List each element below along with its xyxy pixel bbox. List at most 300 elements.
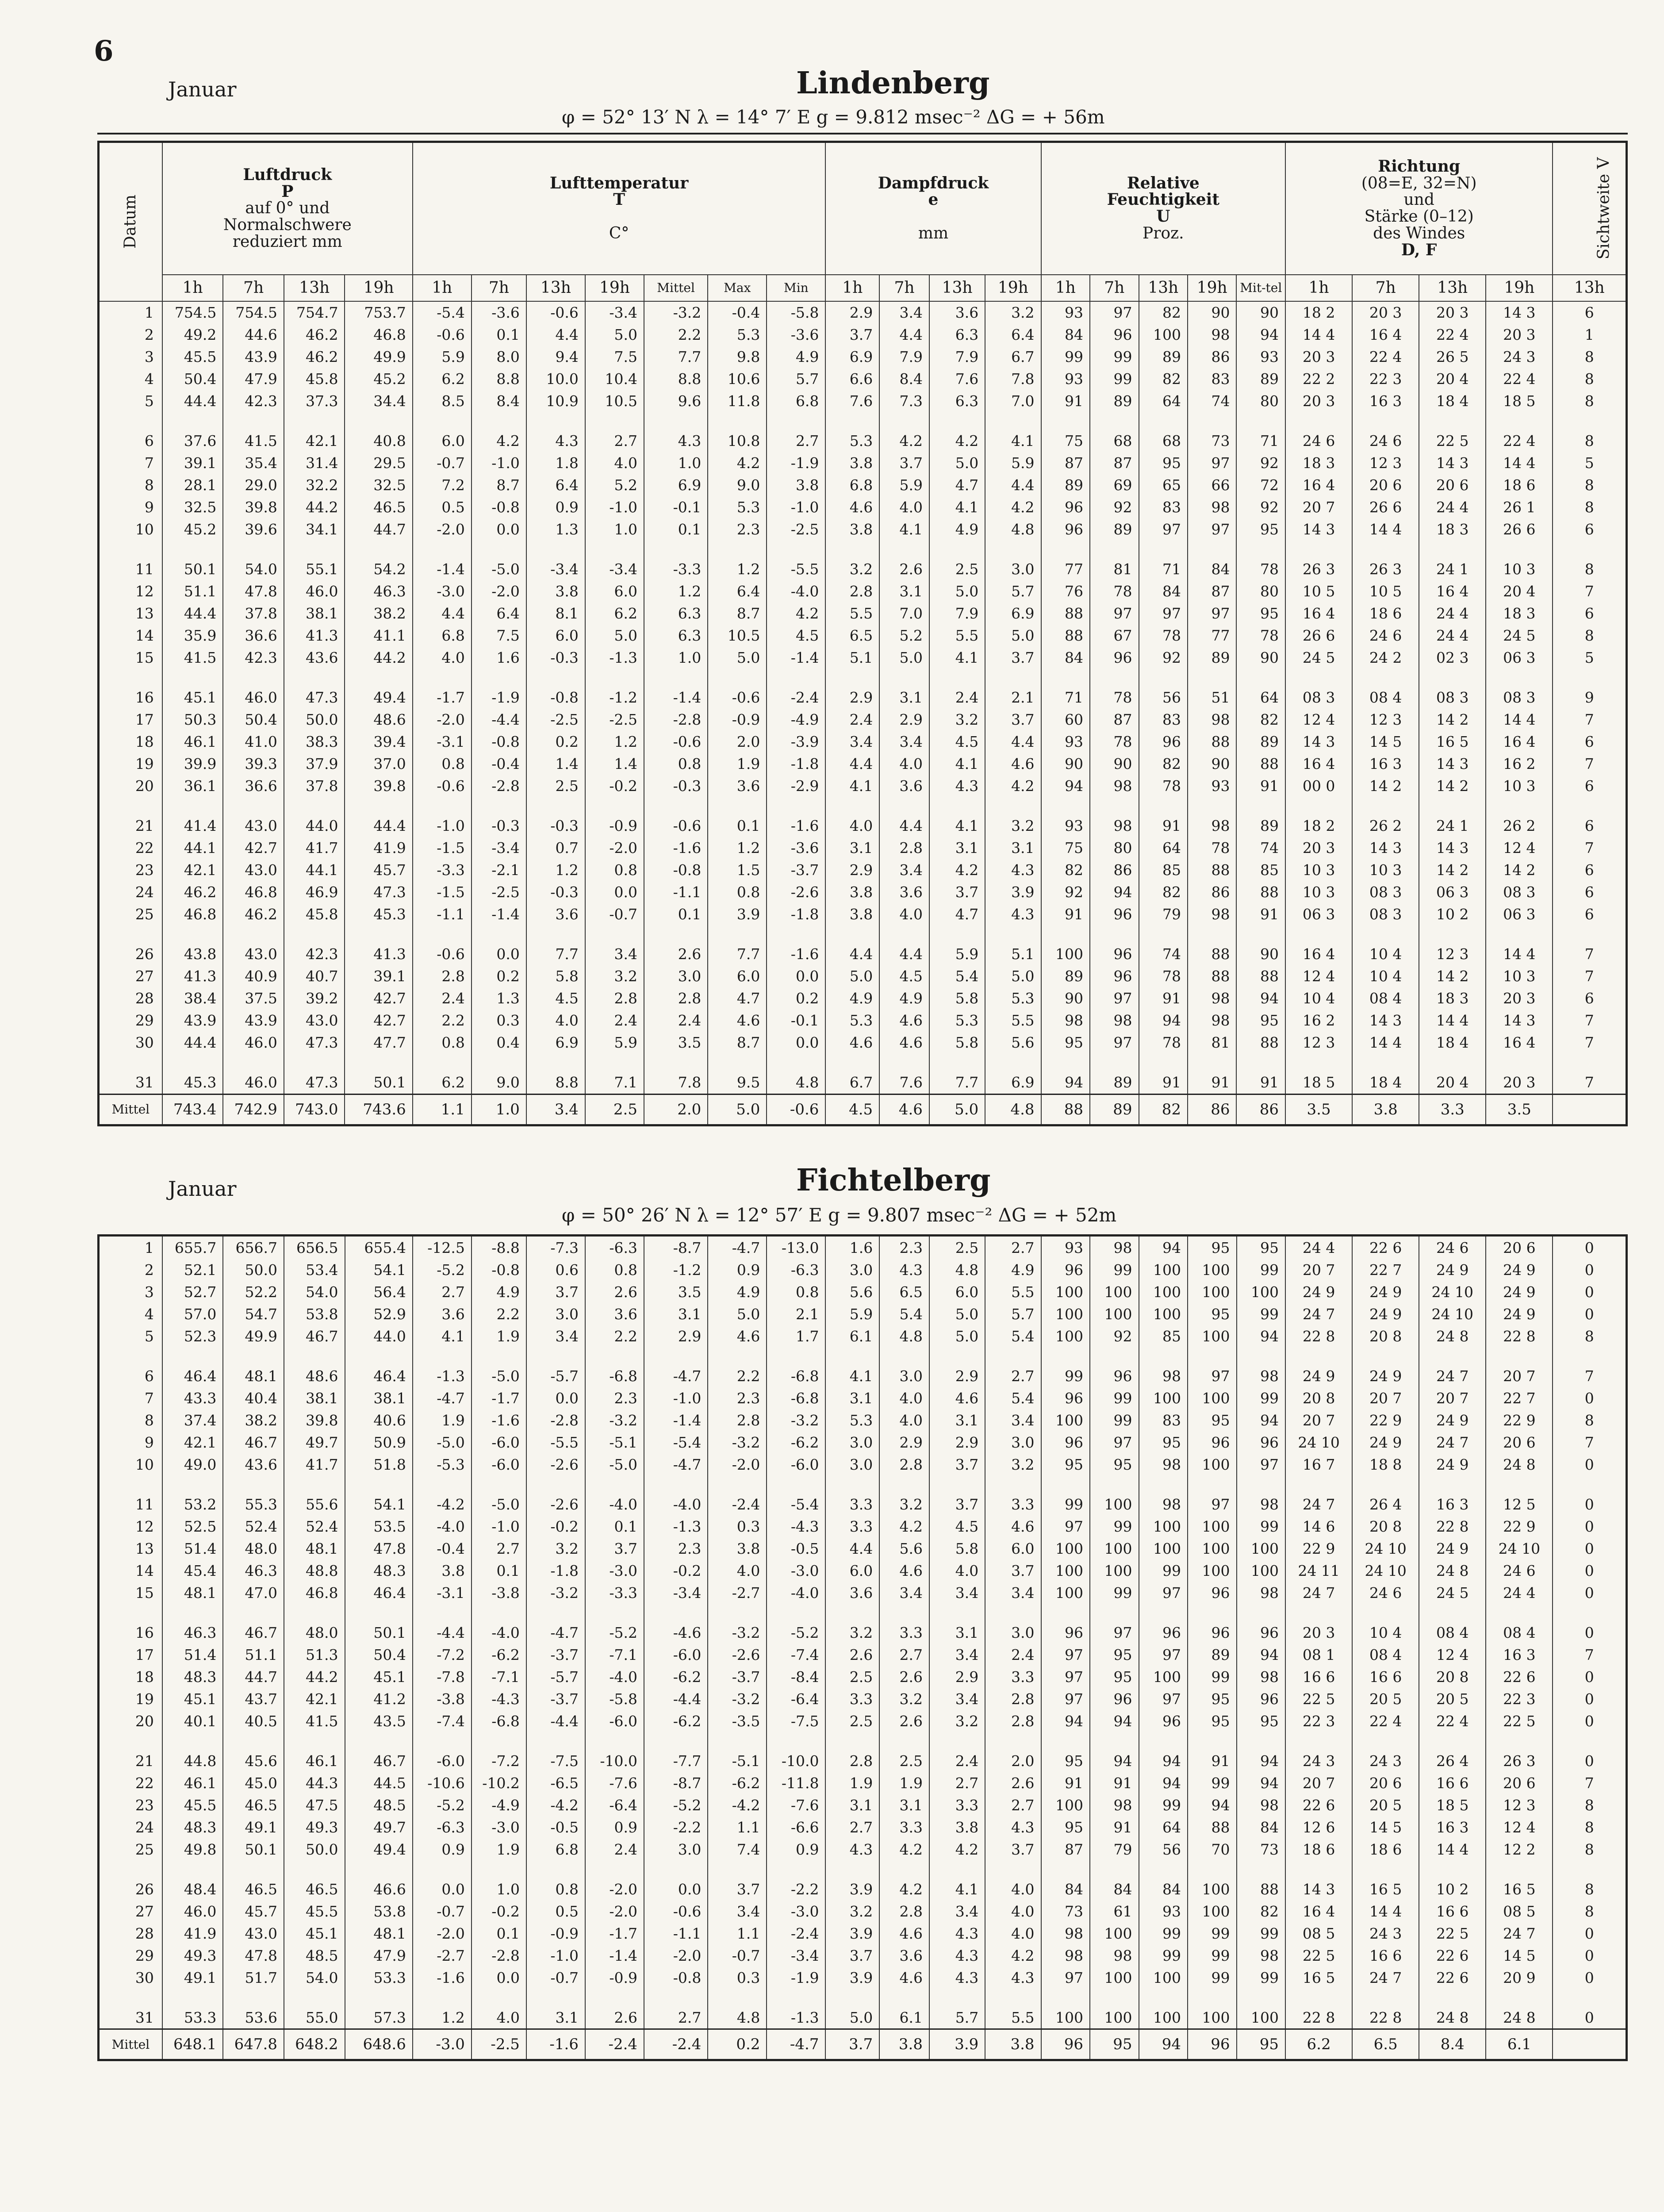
value-cell: 0.1	[472, 324, 526, 346]
value-cell: 1.8	[526, 452, 585, 474]
value-cell: -3.7	[526, 1688, 585, 1710]
day-cell: 17	[99, 709, 162, 731]
value-cell: 14 4	[1419, 1838, 1486, 1860]
spacer-cell	[223, 1475, 284, 1493]
value-cell: 3.2	[585, 965, 644, 987]
value-cell: 100	[1139, 1515, 1188, 1537]
value-cell: 3.4	[929, 1644, 985, 1666]
spacer-cell	[825, 1604, 879, 1621]
table-row	[99, 1493, 1627, 1515]
value-cell: -12.5	[413, 1236, 472, 1259]
value-cell: 4.2	[985, 1944, 1041, 1966]
value-cell: 10 3	[1352, 859, 1419, 881]
value-cell: 40.5	[223, 1710, 284, 1732]
spacer-cell	[413, 1475, 472, 1493]
value-cell: 97	[1090, 987, 1139, 1010]
value-cell: 3.6	[879, 775, 929, 797]
value-cell: 100	[1041, 1409, 1090, 1431]
spacer-cell	[985, 1054, 1041, 1071]
value-cell: 0	[1553, 1236, 1626, 1259]
mean-cell: 3.5	[1285, 1094, 1352, 1125]
value-cell: 95	[1188, 1688, 1237, 1710]
value-cell: -2.5	[472, 881, 526, 903]
value-cell: 22 4	[1486, 430, 1553, 452]
spacer-cell	[1041, 412, 1090, 430]
value-cell: 52.4	[284, 1515, 345, 1537]
value-cell: 4.6	[708, 1325, 767, 1347]
value-cell: 100	[1237, 1281, 1286, 1303]
value-cell: 77	[1041, 558, 1090, 580]
value-cell: 99	[1237, 1303, 1286, 1325]
value-cell: 95	[1041, 1453, 1090, 1475]
value-cell: 3.7	[929, 881, 985, 903]
value-cell: 9.0	[472, 1071, 526, 1094]
spacer-cell	[985, 412, 1041, 430]
value-cell: 24 10	[1419, 1281, 1486, 1303]
mean-cell: 742.9	[223, 1094, 284, 1125]
value-cell: 97	[1041, 1515, 1090, 1537]
value-cell: 6.1	[879, 2006, 929, 2029]
spacer-cell	[1041, 1604, 1090, 1621]
value-cell: 38.3	[284, 731, 345, 753]
value-cell: 43.7	[223, 1688, 284, 1710]
value-cell: -4.3	[472, 1688, 526, 1710]
value-cell: 36.1	[162, 775, 223, 797]
value-cell: 97	[1188, 1493, 1237, 1515]
value-cell: 43.3	[162, 1387, 223, 1409]
value-cell: 39.1	[345, 965, 412, 987]
value-cell: 0.3	[472, 1010, 526, 1032]
value-cell: -5.0	[585, 1453, 644, 1475]
value-cell: 24 5	[1419, 1582, 1486, 1604]
value-cell: 94	[1041, 1071, 1090, 1094]
value-cell: 10 3	[1285, 859, 1352, 881]
value-cell: 87	[1090, 709, 1139, 731]
value-cell: -0.6	[644, 1900, 708, 1922]
value-cell: 37.5	[223, 987, 284, 1010]
value-cell: 2.6	[985, 1772, 1041, 1794]
value-cell: 36.6	[223, 625, 284, 647]
value-cell: 46.1	[162, 731, 223, 753]
day-cell: 22	[99, 1772, 162, 1794]
value-cell: 4.2	[708, 452, 767, 474]
spacer-cell	[526, 797, 585, 815]
value-cell: 100	[1188, 1537, 1237, 1559]
spacer-cell	[879, 1475, 929, 1493]
value-cell: 100	[1090, 1966, 1139, 1989]
spacer-cell	[767, 1732, 825, 1750]
value-cell: 16 6	[1352, 1666, 1419, 1688]
value-cell: 100	[1139, 1387, 1188, 1409]
value-cell: 56	[1139, 1838, 1188, 1860]
value-cell: -0.6	[413, 775, 472, 797]
value-cell: 3.7	[929, 1453, 985, 1475]
value-cell: 41.7	[284, 837, 345, 859]
spacer-cell	[879, 1054, 929, 1071]
value-cell: -0.9	[526, 1922, 585, 1944]
value-cell: 0	[1553, 1559, 1626, 1582]
value-cell: 46.2	[284, 346, 345, 368]
value-cell: 78	[1090, 580, 1139, 603]
value-cell: 1.6	[825, 1236, 879, 1259]
value-cell: 3.2	[825, 1621, 879, 1644]
day-cell: 2	[99, 1259, 162, 1281]
table-row	[99, 987, 1627, 1010]
value-cell: 3.4	[526, 1325, 585, 1347]
value-cell: 100	[1090, 1537, 1139, 1559]
value-cell: 43.9	[223, 1010, 284, 1032]
value-cell: -0.4	[472, 753, 526, 775]
value-cell: 5.3	[708, 324, 767, 346]
spacer-cell	[585, 412, 644, 430]
value-cell: 67	[1090, 625, 1139, 647]
station-title-fichtelberg: Fichtelberg	[796, 1163, 991, 1198]
value-cell: -1.1	[644, 1922, 708, 1944]
spacer-cell	[1041, 541, 1090, 558]
value-cell: 94	[1188, 1794, 1237, 1816]
value-cell: 20 4	[1419, 1071, 1486, 1094]
value-cell: -3.0	[767, 1559, 825, 1582]
value-cell: -5.1	[708, 1750, 767, 1772]
value-cell: 22 6	[1486, 1666, 1553, 1688]
spacer-cell	[1041, 926, 1090, 943]
day-cell: 13	[99, 1537, 162, 1559]
value-cell: 93	[1139, 1900, 1188, 1922]
value-cell: 4.6	[825, 496, 879, 518]
value-cell: 3.1	[644, 1303, 708, 1325]
mean-cell: 95	[1090, 2029, 1139, 2060]
value-cell: 41.3	[284, 625, 345, 647]
value-cell: 26 3	[1486, 1750, 1553, 1772]
table-row	[99, 687, 1627, 709]
value-cell: 14 4	[1352, 518, 1419, 541]
value-cell: 6	[1553, 518, 1626, 541]
value-cell: 24 10	[1486, 1537, 1553, 1559]
value-cell: -4.6	[644, 1621, 708, 1644]
value-cell: 1.9	[825, 1772, 879, 1794]
value-cell: 7	[1553, 1431, 1626, 1453]
value-cell: 79	[1090, 1838, 1139, 1860]
value-cell: 96	[1090, 943, 1139, 965]
value-cell: 20 8	[1352, 1515, 1419, 1537]
table-row	[99, 1281, 1627, 1303]
value-cell: 3.9	[825, 1878, 879, 1900]
value-cell: 6.8	[526, 1838, 585, 1860]
value-cell: 3.4	[929, 1688, 985, 1710]
value-cell: -0.8	[644, 1966, 708, 1989]
value-cell: -3.1	[413, 1582, 472, 1604]
table-row	[99, 881, 1627, 903]
value-cell: 22 8	[1419, 1515, 1486, 1537]
value-cell: 82	[1139, 368, 1188, 390]
mean-cell: 95	[1237, 2029, 1286, 2060]
value-cell: 3.3	[825, 1493, 879, 1515]
mean-cell: 96	[1041, 2029, 1090, 2060]
value-cell: 51.1	[162, 580, 223, 603]
value-cell: 10.8	[708, 430, 767, 452]
value-cell: 1	[1553, 324, 1626, 346]
value-cell: 2.7	[413, 1281, 472, 1303]
value-cell: 46.0	[223, 1032, 284, 1054]
spacer-cell	[1419, 669, 1486, 687]
value-cell: 0.8	[585, 1259, 644, 1281]
day-cell: 22	[99, 837, 162, 859]
value-cell: 83	[1188, 368, 1236, 390]
value-cell: 76	[1041, 580, 1090, 603]
value-cell: 50.4	[162, 368, 223, 390]
hour-1h: 1h	[825, 275, 879, 301]
value-cell: -0.7	[585, 903, 644, 926]
value-cell: 5.7	[929, 2006, 985, 2029]
value-cell: -0.7	[413, 452, 472, 474]
value-cell: 97	[1090, 1431, 1139, 1453]
value-cell: 37.9	[284, 753, 345, 775]
value-cell: 84	[1041, 1878, 1090, 1900]
value-cell: 94	[1139, 1236, 1188, 1259]
value-cell: 40.7	[284, 965, 345, 987]
value-cell: 8.0	[472, 346, 526, 368]
value-cell: 5.7	[985, 580, 1041, 603]
value-cell: 46.4	[345, 1365, 413, 1387]
value-cell: 41.9	[162, 1922, 223, 1944]
value-cell: 0	[1553, 1710, 1626, 1732]
value-cell: 96	[1090, 1688, 1139, 1710]
value-cell: 14 4	[1352, 1032, 1419, 1054]
value-cell: 51	[1188, 687, 1236, 709]
value-cell: 2.5	[929, 558, 985, 580]
value-cell: 44.6	[223, 324, 284, 346]
day-cell: 18	[99, 1666, 162, 1688]
hour-1h: 1h	[413, 275, 472, 301]
value-cell: -6.2	[472, 1644, 526, 1666]
spacer-cell	[1041, 1989, 1090, 2006]
value-cell: 68	[1139, 430, 1188, 452]
value-cell: 6.1	[825, 1325, 879, 1347]
value-cell: 68	[1090, 430, 1139, 452]
value-cell: 16 6	[1419, 1900, 1486, 1922]
value-cell: 2.2	[708, 1365, 767, 1387]
value-cell: 99	[1188, 1922, 1237, 1944]
value-cell: 43.0	[284, 1010, 345, 1032]
value-cell: -2.5	[585, 709, 644, 731]
value-cell: 52.1	[162, 1259, 223, 1281]
spacer-cell	[345, 1475, 413, 1493]
value-cell: 20 6	[1352, 1772, 1419, 1794]
value-cell: 7.5	[472, 625, 526, 647]
value-cell: 8	[1553, 625, 1626, 647]
value-cell: 99	[1090, 1515, 1139, 1537]
value-cell: 7	[1553, 1772, 1626, 1794]
value-cell: 5	[1553, 647, 1626, 669]
value-cell: 4.6	[879, 1922, 929, 1944]
value-cell: 6.4	[985, 324, 1041, 346]
value-cell: 22 8	[1285, 2006, 1352, 2029]
hour-13h: 13h	[1419, 275, 1486, 301]
value-cell: 93	[1188, 775, 1236, 797]
value-cell: 1.0	[585, 518, 644, 541]
value-cell: 48.3	[162, 1816, 223, 1838]
spacer-cell	[825, 1475, 879, 1493]
value-cell: 8	[1553, 558, 1626, 580]
value-cell: 42.1	[162, 1431, 223, 1453]
value-cell: 97	[1090, 603, 1139, 625]
value-cell: 3.8	[825, 452, 879, 474]
spacer-cell	[1188, 1347, 1237, 1365]
value-cell: 98	[1041, 1922, 1090, 1944]
value-cell: 43.0	[223, 815, 284, 837]
value-cell: 4.4	[825, 943, 879, 965]
value-cell: 91	[1139, 987, 1188, 1010]
value-cell: 9.4	[526, 346, 585, 368]
value-cell: 66	[1188, 474, 1236, 496]
value-cell: 38.1	[284, 1387, 345, 1409]
value-cell: 7	[1553, 1010, 1626, 1032]
value-cell: 94	[1236, 987, 1285, 1010]
value-cell: 3.6	[585, 1303, 644, 1325]
value-cell: -1.8	[767, 903, 825, 926]
value-cell: -1.6	[644, 837, 708, 859]
spacer-cell	[1352, 1054, 1419, 1071]
spacer-cell	[879, 541, 929, 558]
value-cell: 82	[1139, 301, 1188, 324]
value-cell: 94	[1237, 1750, 1286, 1772]
value-cell: 6	[1553, 301, 1626, 324]
value-cell: 99	[1237, 1259, 1286, 1281]
value-cell: -6.6	[767, 1816, 825, 1838]
value-cell: 3.4	[825, 731, 879, 753]
value-cell: 57.3	[345, 2006, 413, 2029]
value-cell: 46.8	[162, 903, 223, 926]
value-cell: 39.3	[223, 753, 284, 775]
value-cell: 5.3	[985, 987, 1041, 1010]
value-cell: 2.6	[644, 943, 708, 965]
value-cell: 20 3	[1486, 987, 1553, 1010]
value-cell: 20 6	[1486, 1431, 1553, 1453]
spacer-cell	[825, 1054, 879, 1071]
value-cell: 99	[1090, 368, 1139, 390]
value-cell: 24 9	[1285, 1365, 1352, 1387]
value-cell: 6.0	[413, 430, 472, 452]
value-cell: 7.7	[526, 943, 585, 965]
value-cell: 6.0	[585, 580, 644, 603]
value-cell: 98	[1188, 1010, 1236, 1032]
value-cell: 46.8	[223, 881, 284, 903]
value-cell: 8.4	[879, 368, 929, 390]
value-cell: 50.3	[162, 709, 223, 731]
value-cell: 24 3	[1285, 1750, 1352, 1772]
spacer-cell	[1285, 1604, 1352, 1621]
value-cell: 24 10	[1419, 1303, 1486, 1325]
value-cell: -3.0	[767, 1900, 825, 1922]
hour-19h: 19h	[985, 275, 1041, 301]
value-cell: 22 4	[1419, 1710, 1486, 1732]
value-cell: 3.0	[644, 965, 708, 987]
value-cell: 20 3	[1486, 1071, 1553, 1094]
value-cell: 24 9	[1486, 1259, 1553, 1281]
value-cell: 44.2	[284, 1666, 345, 1688]
value-cell: 5.3	[929, 1010, 985, 1032]
spacer-cell	[1188, 541, 1236, 558]
value-cell: 49.1	[223, 1816, 284, 1838]
value-cell: 16 3	[1352, 390, 1419, 412]
value-cell: 1.9	[708, 753, 767, 775]
value-cell: 47.3	[345, 881, 412, 903]
value-cell: -3.6	[767, 837, 825, 859]
value-cell: 89	[1090, 1071, 1139, 1094]
value-cell: 0.8	[708, 881, 767, 903]
header-rule	[97, 133, 1628, 134]
value-cell: 24 8	[1419, 2006, 1486, 2029]
value-cell: 2.2	[472, 1303, 526, 1325]
value-cell: -5.7	[526, 1365, 585, 1387]
value-cell: 8	[1553, 1838, 1626, 1860]
value-cell: 97	[1188, 1365, 1237, 1387]
value-cell: 99	[1237, 1515, 1286, 1537]
hour-13h: 13h	[284, 275, 345, 301]
value-cell: 0	[1553, 1922, 1626, 1944]
value-cell: 4.5	[767, 625, 825, 647]
spacer-cell	[472, 541, 526, 558]
spacer-cell	[1237, 1347, 1286, 1365]
value-cell: 10.9	[526, 390, 585, 412]
value-cell: -8.7	[644, 1236, 708, 1259]
value-cell: 100	[1041, 943, 1090, 965]
value-cell: 2.5	[526, 775, 585, 797]
value-cell: 56	[1139, 687, 1188, 709]
value-cell: 84	[1139, 1878, 1188, 1900]
day-cell: 25	[99, 903, 162, 926]
value-cell: -3.3	[413, 859, 472, 881]
value-cell: 10 3	[1486, 775, 1553, 797]
value-cell: 49.4	[345, 1838, 413, 1860]
spacer-cell	[223, 412, 284, 430]
value-cell: 99	[1237, 1387, 1286, 1409]
value-cell: 54.7	[223, 1303, 284, 1325]
spacer-cell	[1090, 412, 1139, 430]
value-cell: 24 7	[1285, 1493, 1352, 1515]
mean-row	[99, 2029, 1627, 2060]
value-cell: -4.3	[767, 1515, 825, 1537]
value-cell: 3.0	[825, 1431, 879, 1453]
spacer-cell	[526, 1475, 585, 1493]
spacer-cell	[162, 926, 223, 943]
mean-cell: 1.1	[413, 1094, 472, 1125]
value-cell: 7.9	[929, 603, 985, 625]
value-cell: 79	[1139, 903, 1188, 926]
value-cell: 54.1	[345, 1493, 413, 1515]
value-cell: 42.1	[284, 1688, 345, 1710]
value-cell: 4.8	[985, 518, 1041, 541]
value-cell: 48.4	[162, 1878, 223, 1900]
value-cell: 39.8	[345, 775, 412, 797]
value-cell: 96	[1139, 1710, 1188, 1732]
mean-cell: -3.0	[413, 2029, 472, 2060]
mean-cell: 82	[1139, 1094, 1188, 1125]
value-cell: 42.7	[223, 837, 284, 859]
value-cell: 82	[1139, 753, 1188, 775]
value-cell: 99	[1090, 1387, 1139, 1409]
spacer-cell	[1352, 926, 1419, 943]
value-cell: 0.2	[472, 965, 526, 987]
col-datum: Datum	[99, 142, 162, 301]
value-cell: -8.7	[644, 1772, 708, 1794]
value-cell: 96	[1041, 518, 1090, 541]
mean-cell: 4.5	[825, 1094, 879, 1125]
spacer-cell	[879, 1347, 929, 1365]
value-cell: 52.5	[162, 1515, 223, 1537]
value-cell: 3.2	[985, 815, 1041, 837]
spacer-cell	[223, 1604, 284, 1621]
